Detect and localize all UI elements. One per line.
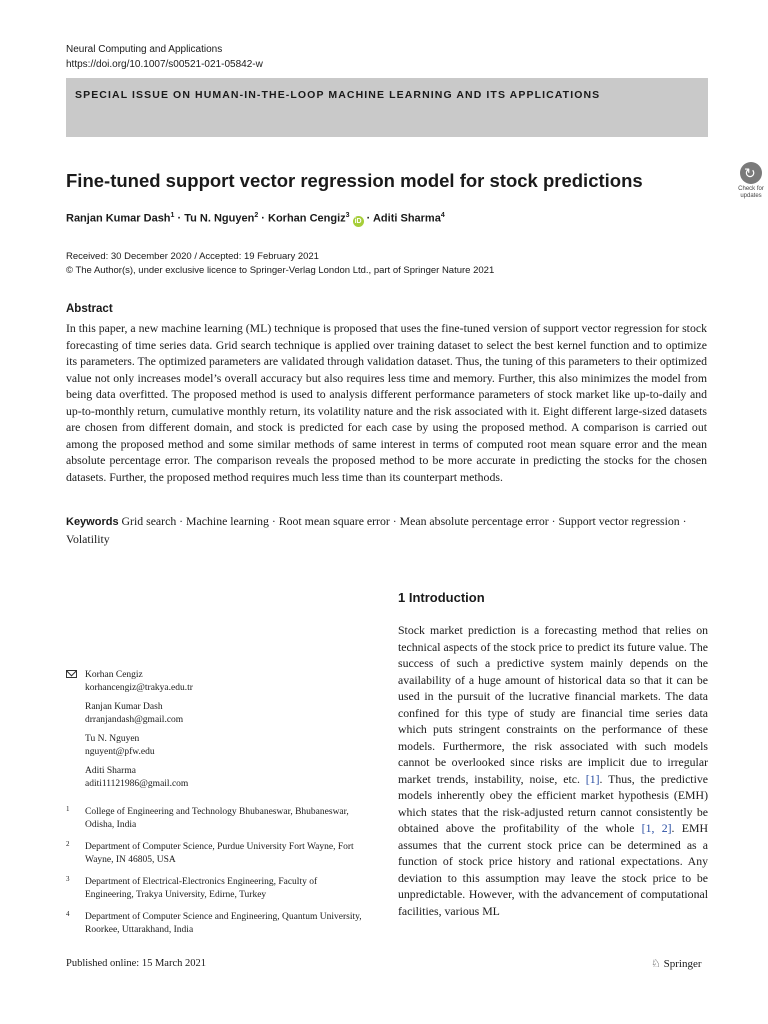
- author-sup: 3: [345, 212, 350, 219]
- affiliation-item: [66, 806, 366, 832]
- orcid-icon[interactable]: iD: [354, 217, 362, 225]
- intro-text-part: . EMH assumes that the current stock price can be determined as a function of stock price history and rational expectations. Any deviation to this assumption may leave the stock price to be unpredictable. However, with the advancement of computational facilities, various ML: [398, 821, 708, 918]
- journal-name: Neural Computing and Applications: [66, 44, 223, 55]
- contact-entry: [85, 765, 366, 791]
- affiliations: [66, 806, 366, 946]
- contact-entry: [85, 733, 366, 759]
- affiliation-number: 1: [66, 805, 70, 813]
- publisher-name: Springer: [663, 958, 702, 970]
- affiliation-text: Department of Electrical-Electronics Engineering, Faculty of Engineering, Trakya University, Edirne, Turkey: [85, 877, 318, 900]
- envelope-icon: [66, 670, 77, 678]
- journal-header: [66, 42, 263, 72]
- special-issue-text: SPECIAL ISSUE ON HUMAN-IN-THE-LOOP MACHINE LEARNING AND ITS APPLICATIONS: [75, 89, 601, 101]
- affiliation-text: College of Engineering and Technology Bhubaneswar, Bhubaneswar, Odisha, India: [85, 807, 349, 830]
- introduction-heading: 1 Introduction: [398, 590, 485, 605]
- affiliation-number: 2: [66, 840, 70, 848]
- author-list: Ranjan Kumar Dash$^1$ · Tu N. Nguyen$^2$ · Korhan Cengiz$^3$ iD · Aditi Sharma$^4$: [66, 212, 445, 225]
- affiliation-number: 3: [66, 875, 70, 883]
- keywords-text: Grid search · Machine learning · Root mean square error · Mean absolute percentage error · Support vector regression · Volatility: [66, 514, 687, 546]
- springer-horse-icon: ♘: [651, 958, 661, 970]
- affiliation-item: [66, 911, 366, 937]
- check-for-updates-badge[interactable]: [734, 162, 768, 204]
- abstract-text: In this paper, a new machine learning (ML) technique is proposed that uses the fine-tuned version of support vector regression for stock forecasting of time series data. Grid search technique is applied over training dataset to select the best kernel function and to optimize its parameters. The optimized parameters are validated through validation dataset. Thus, the tuning of this parameters to their optimized value not only increases model’s overall accuracy but also requires less time and memory. Further, this also minimizes the model from being data overfitted. The proposed method is used to analysis different performance parameters of stock market like up-to-daily and up-to-monthly return, cumulative monthly return, its volatility nature and the risk associated with it. Eight different large-sized datasets are chosen from different domain, and stock is predicted for each case by using the proposed method. A comparison is carried out among the proposed method and some similar methods of same interest in terms of computed root mean square error and the mean absolute percentage error. The comparison reveals the proposed method to be more accurate in predicting the stocks for the chosen datasets. Further, the proposed method requires much less time than its counterpart methods.: [66, 321, 707, 484]
- contact-name: Aditi Sharma: [85, 766, 136, 776]
- contact-name: Tu N. Nguyen: [85, 734, 140, 744]
- contact-email[interactable]: nguyent@pfw.edu: [85, 747, 155, 757]
- publisher-logo: [651, 957, 702, 970]
- contact-entry: [85, 669, 366, 695]
- affiliation-number: 4: [66, 910, 70, 918]
- intro-text-part: . Thus, the predictive models inherently obey the efficient market hypothesis (EMH) which states that the risk-adjusted return cannot consistently be obtained above the profitability of the whole: [398, 771, 708, 835]
- intro-text-part: Stock market prediction is a forecasting method that relies on technical aspects of the stock price to predict its future value. The success of such a predictive system mainly depends on the availability of a huge amount of historical data so that it can be used in the pursuit of the lucrative financial markets. The data confined for this type of study are financial time series data which puts stringent constraints on the performance of these models. Furthermore, the risk associated with such models cannot be overlooked since risks are implicit due to irregular market trends, instability, noise, etc.: [398, 623, 708, 786]
- keywords: [66, 513, 707, 547]
- author-sup: 2: [254, 212, 259, 219]
- correspondence-block: [66, 669, 366, 797]
- published-online: Published online: 15 March 2021: [66, 958, 206, 969]
- contact-name: Ranjan Kumar Dash: [85, 702, 163, 712]
- doi-link[interactable]: https://doi.org/10.1007/s00521-021-05842-w: [66, 59, 263, 70]
- article-dates: [66, 250, 494, 278]
- contact-email[interactable]: aditi11121986@gmail.com: [85, 779, 189, 789]
- author-name[interactable]: Korhan Cengiz: [268, 212, 346, 225]
- contact-email[interactable]: drranjandash@gmail.com: [85, 715, 184, 725]
- paper-title: Fine-tuned support vector regression model for stock predictions: [66, 170, 643, 191]
- author-name[interactable]: Ranjan Kumar Dash: [66, 212, 171, 225]
- affiliation-text: Department of Computer Science and Engineering, Quantum University, Roorkee, Uttarakhand, India: [85, 912, 362, 935]
- contact-email[interactable]: korhancengiz@trakya.edu.tr: [85, 683, 193, 693]
- refresh-icon: ↻: [740, 162, 762, 184]
- citation-link[interactable]: [1, 2]: [641, 821, 672, 835]
- author-sup: 4: [440, 212, 445, 219]
- author-sup: 1: [170, 212, 175, 219]
- keywords-label: Keywords: [66, 516, 119, 528]
- affiliation-item: [66, 876, 366, 902]
- contact-name: Korhan Cengiz: [85, 670, 143, 680]
- copyright-line: © The Author(s), under exclusive licence to Springer-Verlag London Ltd., part of Springer Nature 2021: [66, 265, 495, 276]
- affiliation-item: [66, 841, 366, 867]
- badge-label-1: Check for: [738, 186, 764, 192]
- contact-entry: [85, 701, 366, 727]
- badge-label-2: updates: [740, 193, 762, 199]
- affiliation-text: Department of Computer Science, Purdue University Fort Wayne, Fort Wayne, IN 46805, USA: [85, 842, 354, 865]
- introduction-text: [398, 622, 708, 919]
- abstract-heading: Abstract: [66, 303, 113, 315]
- received-accepted: Received: 30 December 2020 / Accepted: 19 February 2021: [66, 251, 319, 262]
- citation-link[interactable]: [1]: [585, 771, 600, 786]
- author-name[interactable]: Aditi Sharma: [372, 212, 441, 225]
- author-name[interactable]: Tu N. Nguyen: [184, 212, 255, 225]
